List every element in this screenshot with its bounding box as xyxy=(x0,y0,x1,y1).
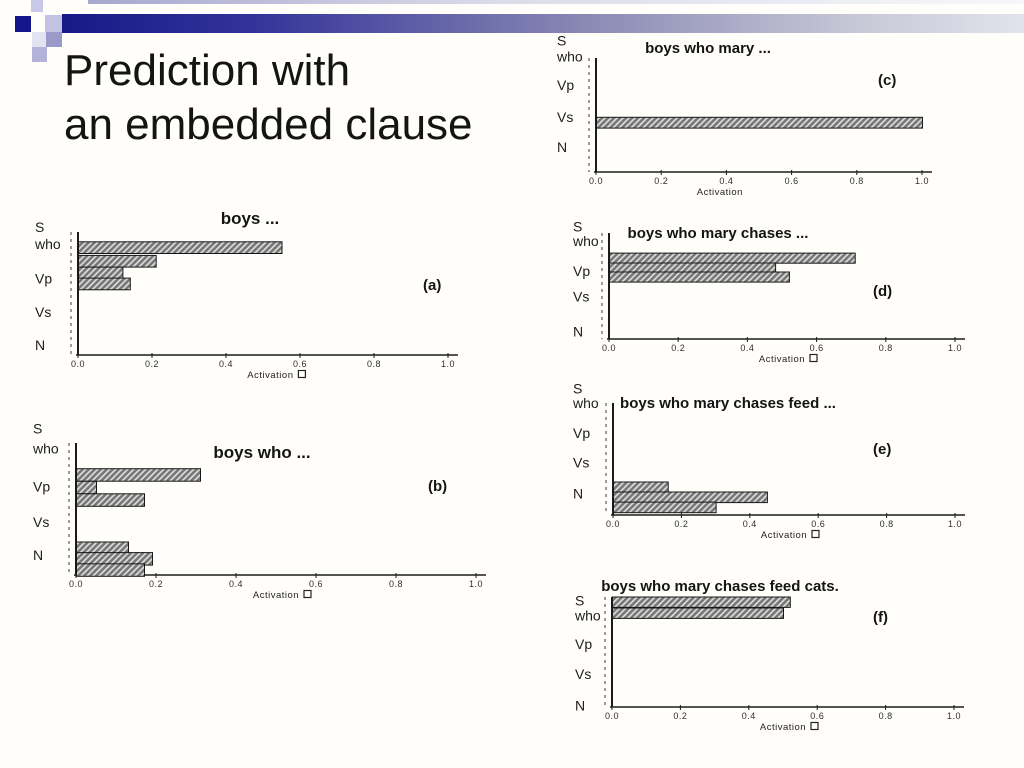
x-tick-label: 0.0 xyxy=(588,176,604,186)
x-tick-label: 0.6 xyxy=(308,579,324,589)
bar xyxy=(614,482,669,493)
y-category-label: Vp xyxy=(575,636,593,653)
x-tick-label: 0.2 xyxy=(144,359,160,369)
legend-square xyxy=(298,371,305,378)
x-tick-label: 0.0 xyxy=(70,359,86,369)
bar xyxy=(77,469,201,482)
bar xyxy=(79,242,283,254)
bar xyxy=(77,494,145,507)
y-category-label: Vs xyxy=(35,303,52,320)
x-tick-label: 0.6 xyxy=(292,359,308,369)
x-tick-label: 0.4 xyxy=(742,519,757,529)
y-category-label: N xyxy=(557,138,568,155)
bar xyxy=(77,564,145,577)
y-category-label: Vs xyxy=(573,454,590,471)
x-tick-label: 0.4 xyxy=(228,579,244,589)
y-category-label: Vs xyxy=(573,288,590,305)
y-category-label: who xyxy=(573,233,599,250)
y-category-label: S xyxy=(35,219,45,236)
y-category-label: N xyxy=(575,697,586,714)
chart-letter-label: (d) xyxy=(873,283,893,300)
y-category-label: Vp xyxy=(573,262,591,279)
x-tick-label: 1.0 xyxy=(946,711,962,721)
legend-square xyxy=(304,591,311,598)
x-tick-label: 0.4 xyxy=(741,711,756,721)
chart-d xyxy=(548,212,1018,372)
bar xyxy=(77,481,97,494)
bar xyxy=(79,267,123,279)
x-tick-label: 0.0 xyxy=(601,343,617,353)
legend-square xyxy=(810,355,817,362)
chart-letter-label: (f) xyxy=(873,609,888,626)
x-tick-label: 0.8 xyxy=(878,343,893,353)
chart-b xyxy=(28,420,508,625)
x-tick-label: 0.8 xyxy=(388,579,404,589)
x-axis-label: Activation xyxy=(696,187,743,198)
bar xyxy=(79,255,157,267)
y-category-label: S xyxy=(573,218,583,235)
x-axis-label: Activation xyxy=(760,530,808,541)
x-tick-label: 0.0 xyxy=(604,711,620,721)
x-axis-label: Activation xyxy=(252,590,300,601)
y-category-label: Vs xyxy=(575,665,592,682)
bar xyxy=(610,253,856,263)
y-category-label: Vp xyxy=(35,270,53,287)
chart-title: boys who mary chases ... xyxy=(627,225,809,242)
y-category-label: who xyxy=(557,48,583,65)
x-axis-label: Activation xyxy=(758,354,806,365)
legend-square xyxy=(812,531,819,538)
x-tick-label: 0.0 xyxy=(605,519,621,529)
bar xyxy=(613,597,791,607)
bar xyxy=(614,502,717,513)
chart-letter-label: (a) xyxy=(423,277,442,294)
y-category-label: S xyxy=(573,380,583,397)
bar xyxy=(613,608,784,618)
chart-letter-label: (e) xyxy=(873,441,892,458)
chart-e xyxy=(548,372,1018,541)
chart-f xyxy=(548,560,1018,745)
y-category-label: N xyxy=(573,485,584,502)
y-category-label: who xyxy=(35,236,61,253)
bar xyxy=(79,278,131,290)
x-tick-label: 0.4 xyxy=(740,343,755,353)
x-tick-label: 0.8 xyxy=(849,176,864,186)
bar xyxy=(610,272,790,282)
y-category-label: Vp xyxy=(573,425,591,442)
x-tick-label: 0.6 xyxy=(810,711,825,721)
y-category-label: N xyxy=(33,547,44,564)
y-category-label: S xyxy=(575,592,585,609)
x-tick-label: 0.2 xyxy=(673,711,688,721)
chart-title: boys who mary chases feed ... xyxy=(620,395,836,412)
bar xyxy=(597,117,923,128)
x-tick-label: 0.6 xyxy=(784,176,799,186)
chart-title: boys who mary ... xyxy=(645,40,771,57)
x-tick-label: 0.8 xyxy=(878,711,893,721)
chart-title: boys ... xyxy=(220,209,280,228)
y-category-label: Vp xyxy=(33,478,51,495)
x-tick-label: 0.6 xyxy=(811,519,826,529)
x-tick-label: 0.4 xyxy=(218,359,234,369)
chart-a xyxy=(28,198,508,398)
x-tick-label: 0.4 xyxy=(719,176,734,186)
slide-title-line1: Prediction with xyxy=(64,46,351,95)
x-tick-label: 0.2 xyxy=(654,176,669,186)
chart-letter-label: (c) xyxy=(878,72,897,89)
x-tick-label: 0.0 xyxy=(68,579,84,589)
x-tick-label: 0.2 xyxy=(148,579,164,589)
x-tick-label: 0.2 xyxy=(671,343,686,353)
bar xyxy=(77,553,153,566)
y-category-label: N xyxy=(35,337,46,354)
x-tick-label: 0.6 xyxy=(809,343,824,353)
chart-c xyxy=(548,25,1018,200)
x-tick-label: 1.0 xyxy=(947,519,963,529)
chart-title: boys who mary chases feed cats. xyxy=(601,578,839,595)
y-category-label: Vp xyxy=(557,77,575,94)
y-category-label: S xyxy=(557,32,567,49)
y-category-label: Vs xyxy=(33,514,50,531)
bar xyxy=(614,492,768,503)
x-tick-label: 1.0 xyxy=(440,359,456,369)
x-tick-label: 1.0 xyxy=(947,343,963,353)
y-category-label: Vs xyxy=(557,109,574,126)
slide-title-line2: an embedded clause xyxy=(64,100,473,149)
y-category-label: who xyxy=(573,394,599,411)
x-tick-label: 1.0 xyxy=(914,176,930,186)
y-category-label: who xyxy=(33,440,59,457)
x-tick-label: 0.8 xyxy=(366,359,382,369)
legend-square xyxy=(811,723,818,730)
y-category-label: N xyxy=(573,323,584,340)
x-tick-label: 1.0 xyxy=(468,579,484,589)
x-axis-label: Activation xyxy=(247,370,294,381)
x-tick-label: 0.2 xyxy=(674,519,689,529)
chart-title: boys who ... xyxy=(213,443,311,462)
y-category-label: S xyxy=(33,420,43,437)
x-tick-label: 0.8 xyxy=(879,519,894,529)
x-axis-label: Activation xyxy=(759,722,807,733)
y-category-label: who xyxy=(575,607,601,624)
chart-letter-label: (b) xyxy=(428,478,448,495)
